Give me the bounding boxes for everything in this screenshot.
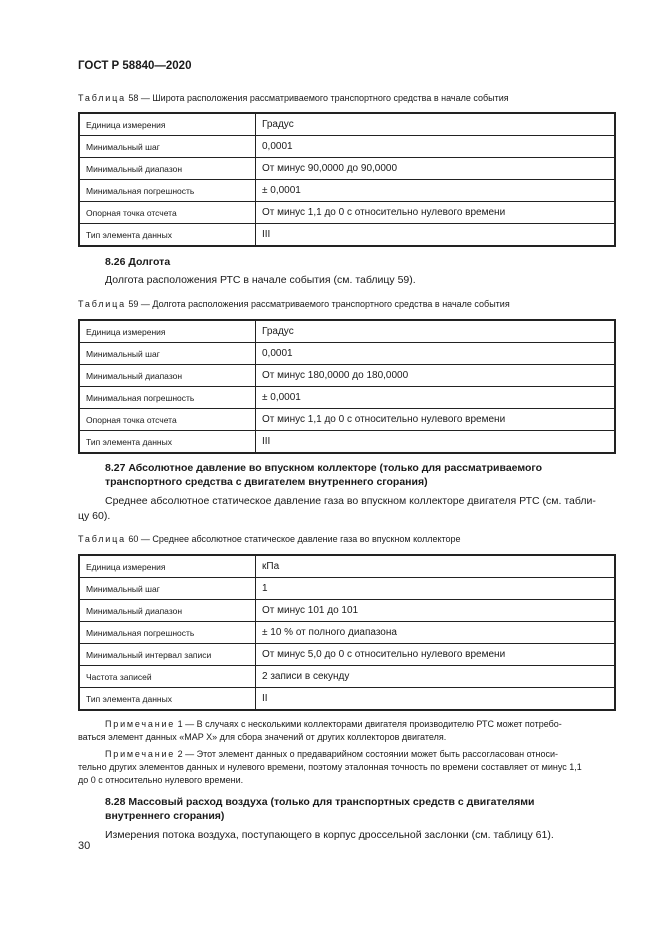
section-8-27-heading [105, 462, 615, 489]
table-row [79, 387, 615, 409]
section-8-27-body-line1: Среднее абсолютное статическое давление газа во впускном коллекторе двигателя РТС (см. табли- [105, 495, 596, 507]
table-row [79, 202, 615, 224]
section-8-26-body: Долгота расположения РТС в начале события (см. таблицу 59). [105, 274, 416, 286]
table-row [79, 365, 615, 387]
section-8-28-heading [105, 796, 615, 823]
row-key: Минимальный шаг [79, 578, 256, 600]
table-58 [78, 112, 616, 247]
row-value: II [256, 688, 616, 711]
row-key: Единица измерения [79, 320, 256, 343]
table-60 [78, 554, 616, 711]
row-key: Минимальная погрешность [79, 622, 256, 644]
row-key: Тип элемента данных [79, 431, 256, 454]
row-key: Минимальная погрешность [79, 180, 256, 202]
row-key: Тип элемента данных [79, 224, 256, 247]
note-2-line1 [105, 748, 558, 761]
row-value: 2 записи в секунду [256, 666, 616, 688]
row-value: Градус [256, 113, 616, 136]
row-key: Опорная точка отсчета [79, 202, 256, 224]
table-60-caption [78, 534, 461, 544]
caption-label: Таблица [78, 299, 126, 309]
table-row [79, 688, 615, 711]
row-value: 1 [256, 578, 616, 600]
table-row [79, 431, 615, 454]
table-row [79, 644, 615, 666]
table-row [79, 320, 615, 343]
section-8-28-body: Измерения потока воздуха, поступающего в корпус дроссельной заслонки (см. таблицу 61). [105, 829, 554, 841]
document-header: ГОСТ Р 58840—2020 [78, 60, 192, 72]
note-label: Примечание [105, 749, 176, 759]
row-key: Частота записей [79, 666, 256, 688]
row-value: III [256, 431, 616, 454]
row-value: III [256, 224, 616, 247]
table-59-caption [78, 299, 510, 309]
row-key: Минимальный интервал записи [79, 644, 256, 666]
row-value: Градус [256, 320, 616, 343]
table-row [79, 136, 615, 158]
row-value: 0,0001 [256, 343, 616, 365]
table-row [79, 600, 615, 622]
row-value: ± 0,0001 [256, 387, 616, 409]
caption-text: 58 — Широта расположения рассматриваемого транспортного средства в начале события [128, 93, 509, 103]
note-text: 1 — В случаях с несколькими коллекторами двигателя производителю РТС может потребо- [177, 719, 562, 729]
row-value: От минус 101 до 101 [256, 600, 616, 622]
heading-line: 8.28 Массовый расход воздуха (только для транспортных средств с двигателями [105, 796, 535, 808]
caption-text: 60 — Среднее абсолютное статическое давление газа во впускном коллекторе [128, 534, 461, 544]
note-1-line1 [105, 718, 562, 731]
row-key: Единица измерения [79, 113, 256, 136]
caption-text: 59 — Долгота расположения рассматриваемого транспортного средства в начале события [128, 299, 510, 309]
row-value: 0,0001 [256, 136, 616, 158]
row-key: Минимальный диапазон [79, 365, 256, 387]
heading-line: 8.27 Абсолютное давление во впускном коллекторе (только для рассматриваемого [105, 462, 543, 474]
row-value: От минус 180,0000 до 180,0000 [256, 365, 616, 387]
row-key: Минимальный шаг [79, 136, 256, 158]
row-key: Единица измерения [79, 555, 256, 578]
row-value: От минус 1,1 до 0 с относительно нулевого времени [256, 202, 616, 224]
table-row [79, 578, 615, 600]
table-row [79, 409, 615, 431]
table-row [79, 343, 615, 365]
table-row [79, 622, 615, 644]
table-row [79, 666, 615, 688]
table-row [79, 113, 615, 136]
table-59 [78, 319, 616, 454]
row-value: От минус 90,0000 до 90,0000 [256, 158, 616, 180]
heading-line: транспортного средства с двигателем внутреннего сгорания) [105, 475, 428, 488]
row-key: Минимальный шаг [79, 343, 256, 365]
note-2-line2: тельно других элементов данных и нулевого времени, поэтому эталонная точность по времени составляет от минус 1,1 [78, 762, 582, 772]
row-value: От минус 1,1 до 0 с относительно нулевого времени [256, 409, 616, 431]
note-1-line2: ваться элемент данных «MAP X» для сбора значений от других коллекторов двигателя. [78, 732, 447, 742]
row-key: Тип элемента данных [79, 688, 256, 711]
caption-label: Таблица [78, 534, 126, 544]
table-row [79, 555, 615, 578]
row-value: ± 10 % от полного диапазона [256, 622, 616, 644]
row-key: Минимальная погрешность [79, 387, 256, 409]
note-2-line3: до 0 с относительно нулевого времени. [78, 775, 244, 785]
row-key: Минимальный диапазон [79, 600, 256, 622]
row-value: кПа [256, 555, 616, 578]
caption-label: Таблица [78, 93, 126, 103]
table-row [79, 158, 615, 180]
section-8-26-heading: 8.26 Долгота [105, 256, 171, 268]
note-text: 2 — Этот элемент данных о предаварийном состоянии может быть рассогласован относи- [177, 749, 559, 759]
row-value: ± 0,0001 [256, 180, 616, 202]
table-58-caption [78, 93, 509, 103]
heading-line: внутреннего сгорания) [105, 809, 225, 822]
row-key: Минимальный диапазон [79, 158, 256, 180]
table-row [79, 224, 615, 247]
section-8-27-body-line2: цу 60). [78, 510, 111, 522]
row-key: Опорная точка отсчета [79, 409, 256, 431]
table-row [79, 180, 615, 202]
row-value: От минус 5,0 до 0 с относительно нулевого времени [256, 644, 616, 666]
page-number: 30 [78, 840, 91, 852]
note-label: Примечание [105, 719, 176, 729]
